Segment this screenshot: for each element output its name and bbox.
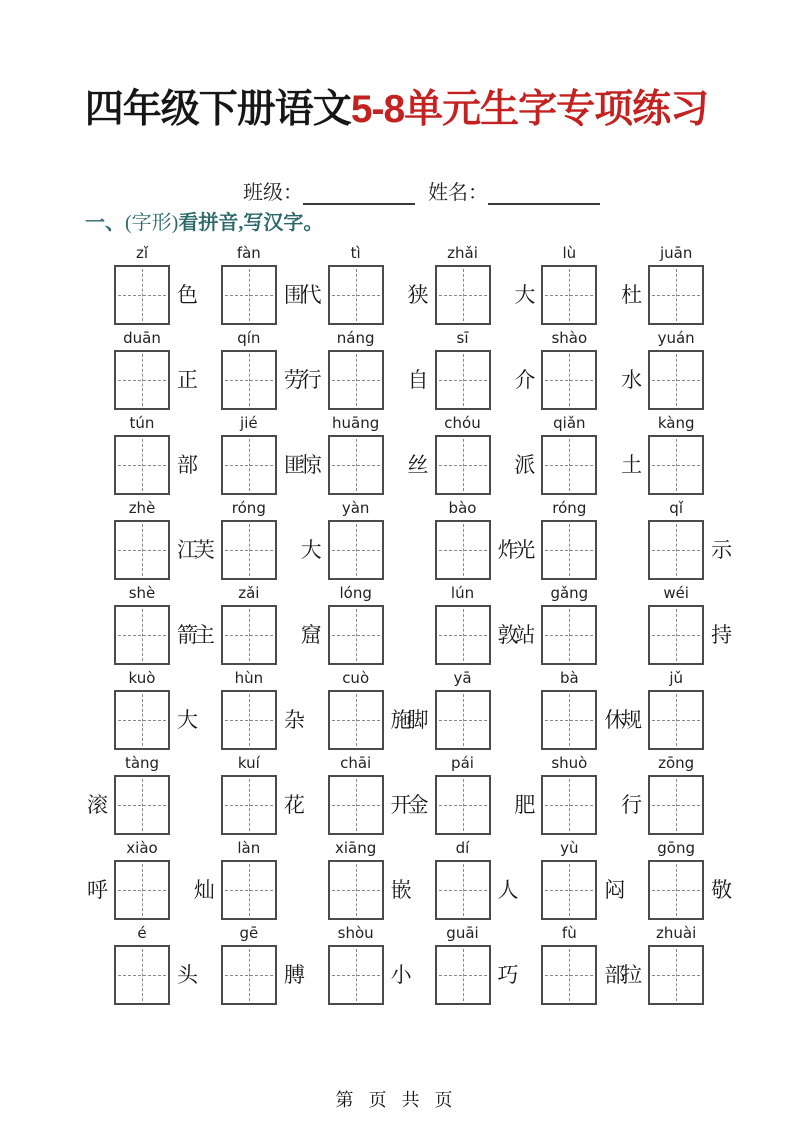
title-black-part: 四年级下册语文 — [84, 88, 351, 131]
box-group — [514, 583, 597, 665]
pinyin-label: bào — [448, 499, 477, 517]
pinyin-cell — [515, 838, 626, 923]
given-hanzi: 脚 — [407, 708, 429, 732]
writing-box — [221, 435, 277, 495]
box-group — [407, 753, 491, 835]
writing-box — [648, 350, 704, 410]
given-hanzi: 花 — [283, 793, 305, 817]
writing-box — [221, 520, 277, 580]
box-group — [87, 753, 170, 835]
pinyin-cell — [409, 838, 519, 923]
box-group — [514, 243, 597, 325]
pinyin-cell — [515, 923, 626, 1008]
box-group — [221, 328, 305, 410]
given-hanzi: 灿 — [193, 878, 215, 902]
class-label: 班级： — [243, 182, 303, 204]
pinyin-cell — [88, 243, 198, 328]
pinyin-label: dí — [455, 839, 470, 857]
writing-box — [435, 435, 491, 495]
given-hanzi: 派 — [514, 453, 536, 477]
pinyin-label: yā — [453, 669, 472, 687]
box-group — [407, 243, 491, 325]
writing-box — [541, 520, 597, 580]
box-group — [328, 923, 412, 1005]
pinyin-label: jǔ — [669, 669, 683, 687]
writing-box — [114, 775, 170, 835]
box-group — [114, 243, 198, 325]
writing-box — [114, 265, 170, 325]
writing-box — [328, 265, 384, 325]
given-hanzi: 大 — [177, 708, 198, 732]
pinyin-cell — [195, 753, 305, 838]
pinyin-cell — [409, 413, 516, 498]
pinyin-cell — [195, 243, 305, 328]
given-hanzi: 围 — [283, 283, 305, 307]
box-group — [621, 923, 704, 1005]
pinyin-label: qǐ — [669, 499, 683, 517]
pinyin-label: xiāng — [335, 839, 377, 857]
pinyin-label: lún — [450, 584, 475, 602]
given-hanzi: 嵌 — [390, 878, 412, 902]
pinyin-label: lóng — [339, 584, 372, 602]
given-hanzi: 拉 — [621, 963, 643, 987]
pinyin-cell — [302, 838, 412, 923]
pinyin-cell — [622, 753, 729, 838]
writing-box — [435, 350, 491, 410]
given-hanzi: 头 — [177, 963, 198, 987]
given-hanzi: 施 — [390, 708, 412, 732]
pinyin-label: sī — [456, 329, 469, 347]
given-hanzi: 站 — [514, 623, 536, 647]
pinyin-cell — [195, 668, 305, 753]
box-group — [435, 498, 519, 580]
pinyin-cell — [515, 328, 622, 413]
writing-box — [328, 520, 384, 580]
pinyin-label: fù — [561, 924, 577, 942]
box-group — [514, 413, 597, 495]
given-hanzi: 狭 — [407, 283, 429, 307]
pinyin-cell — [195, 838, 302, 923]
given-hanzi: 敬 — [711, 878, 733, 902]
writing-box — [221, 945, 277, 1005]
box-group — [221, 243, 305, 325]
writing-box — [114, 605, 170, 665]
writing-box — [114, 520, 170, 580]
pinyin-label: é — [137, 924, 147, 942]
pinyin-label: hùn — [234, 669, 264, 687]
box-group — [541, 668, 626, 750]
box-group — [541, 923, 626, 1005]
box-group — [114, 413, 198, 495]
writing-box — [541, 435, 597, 495]
pinyin-label: shè — [128, 584, 156, 602]
pinyin-cell — [302, 413, 409, 498]
given-hanzi: 大 — [300, 538, 322, 562]
writing-box — [328, 690, 384, 750]
pinyin-label: róng — [552, 499, 587, 517]
box-group — [514, 498, 597, 580]
given-hanzi: 窟 — [300, 623, 322, 647]
writing-box — [328, 945, 384, 1005]
pinyin-label: zǐ — [135, 244, 149, 262]
writing-box — [435, 775, 491, 835]
pinyin-cell — [409, 668, 516, 753]
writing-box — [328, 775, 384, 835]
writing-box — [435, 860, 491, 920]
pinyin-cell — [409, 243, 516, 328]
given-hanzi: 土 — [621, 453, 643, 477]
writing-box — [435, 520, 491, 580]
box-group — [435, 583, 519, 665]
writing-box — [541, 350, 597, 410]
given-hanzi: 部 — [177, 453, 198, 477]
given-hanzi: 闷 — [604, 878, 626, 902]
given-hanzi: 部 — [604, 963, 626, 987]
given-hanzi: 自 — [407, 368, 429, 392]
writing-box — [648, 690, 704, 750]
pinyin-cell — [302, 498, 409, 583]
box-group — [114, 923, 198, 1005]
writing-box — [221, 690, 277, 750]
pinyin-label: tún — [129, 414, 155, 432]
writing-box — [435, 945, 491, 1005]
pinyin-cell — [88, 413, 198, 498]
writing-box — [221, 605, 277, 665]
given-hanzi: 主 — [193, 623, 215, 647]
pinyin-cell — [88, 838, 195, 923]
pinyin-cell — [195, 413, 305, 498]
pinyin-label: wéi — [663, 584, 689, 602]
given-hanzi: 肥 — [514, 793, 536, 817]
box-group — [221, 413, 305, 495]
writing-box — [221, 265, 277, 325]
pinyin-label: shòu — [337, 924, 374, 942]
box-group — [435, 838, 519, 920]
writing-box — [114, 435, 170, 495]
box-group — [300, 328, 384, 410]
box-group — [114, 498, 198, 580]
pinyin-cell — [88, 668, 198, 753]
box-group — [328, 668, 412, 750]
writing-box — [114, 690, 170, 750]
pinyin-cell — [195, 583, 302, 668]
pinyin-cell — [88, 328, 198, 413]
pinyin-label: xiào — [126, 839, 158, 857]
box-group — [407, 328, 491, 410]
pinyin-label: tàng — [124, 754, 160, 772]
box-group — [621, 413, 704, 495]
pinyin-label: jié — [240, 414, 258, 432]
box-group — [648, 583, 733, 665]
pinyin-cell — [409, 753, 516, 838]
given-hanzi: 箭 — [177, 623, 198, 647]
pinyin-label: tì — [350, 244, 361, 262]
given-hanzi: 持 — [711, 623, 733, 647]
pinyin-label: huāng — [332, 414, 380, 432]
page-footer: 第 页 共 页 — [335, 1090, 458, 1110]
pinyin-cell — [409, 328, 516, 413]
given-hanzi: 劳 — [283, 368, 305, 392]
given-hanzi: 规 — [621, 708, 643, 732]
box-group — [114, 583, 198, 665]
box-group — [514, 328, 597, 410]
pinyin-label: kuò — [128, 669, 156, 687]
writing-box — [541, 690, 597, 750]
writing-box — [541, 860, 597, 920]
pinyin-label: chóu — [444, 414, 481, 432]
given-hanzi: 金 — [407, 793, 429, 817]
section-heading — [85, 210, 323, 236]
box-group — [407, 668, 491, 750]
box-group — [221, 753, 305, 835]
box-group — [193, 838, 277, 920]
pinyin-cell — [515, 413, 622, 498]
name-blank-line — [488, 183, 600, 205]
given-hanzi: 色 — [177, 283, 198, 307]
writing-box — [648, 435, 704, 495]
given-hanzi: 水 — [621, 368, 643, 392]
pinyin-label: yuán — [657, 329, 695, 347]
given-hanzi: 介 — [514, 368, 536, 392]
pinyin-label: shào — [551, 329, 588, 347]
pinyin-label: làn — [237, 839, 261, 857]
pinyin-cell — [88, 498, 198, 583]
pinyin-cell — [409, 923, 519, 1008]
pinyin-cell — [622, 413, 729, 498]
box-group — [193, 583, 277, 665]
writing-box — [648, 945, 704, 1005]
name-label: 姓名： — [428, 182, 488, 204]
box-group — [514, 753, 597, 835]
box-group — [435, 923, 519, 1005]
class-blank-line — [303, 183, 415, 205]
pinyin-cell — [622, 838, 733, 923]
given-hanzi: 行 — [621, 793, 643, 817]
pinyin-label: cuò — [342, 669, 370, 687]
worksheet-grid — [87, 243, 733, 1008]
writing-box — [114, 350, 170, 410]
box-group — [193, 498, 277, 580]
box-group — [328, 838, 412, 920]
given-hanzi: 休 — [604, 708, 626, 732]
given-hanzi: 开 — [390, 793, 412, 817]
student-info-row — [243, 176, 600, 205]
box-group — [621, 668, 704, 750]
given-hanzi: 大 — [514, 283, 536, 307]
pinyin-cell — [302, 753, 412, 838]
box-group — [114, 328, 198, 410]
writing-box — [541, 945, 597, 1005]
pinyin-label: yàn — [341, 499, 370, 517]
pinyin-label: duān — [123, 329, 161, 347]
box-group — [407, 413, 491, 495]
writing-box — [435, 605, 491, 665]
pinyin-cell — [622, 668, 729, 753]
box-group — [648, 498, 733, 580]
pinyin-label: zhǎi — [447, 244, 478, 262]
section-tag: (字形) — [125, 212, 179, 234]
pinyin-label: lù — [562, 244, 577, 262]
pinyin-cell — [409, 583, 519, 668]
writing-box — [648, 605, 704, 665]
box-group — [648, 838, 733, 920]
writing-box — [328, 605, 384, 665]
box-group — [87, 838, 170, 920]
pinyin-cell — [622, 243, 729, 328]
writing-box — [541, 605, 597, 665]
pinyin-label: kàng — [657, 414, 695, 432]
given-hanzi: 敦 — [497, 623, 519, 647]
pinyin-cell — [515, 753, 622, 838]
pinyin-label: fàn — [236, 244, 261, 262]
writing-box — [648, 520, 704, 580]
given-hanzi: 呼 — [87, 878, 108, 902]
pinyin-cell — [515, 583, 622, 668]
given-hanzi: 匪 — [283, 453, 305, 477]
pinyin-label: qín — [237, 329, 261, 347]
pinyin-cell — [622, 498, 733, 583]
box-group — [300, 413, 384, 495]
writing-box — [648, 265, 704, 325]
given-hanzi: 人 — [497, 878, 519, 902]
box-group — [300, 583, 384, 665]
given-hanzi: 示 — [711, 538, 733, 562]
pinyin-cell — [302, 583, 409, 668]
pinyin-label: zǎi — [238, 584, 260, 602]
given-hanzi: 滚 — [87, 793, 108, 817]
box-group — [621, 328, 704, 410]
given-hanzi: 小 — [390, 963, 412, 987]
pinyin-label: qiǎn — [553, 414, 586, 432]
given-hanzi: 光 — [514, 538, 536, 562]
pinyin-cell — [302, 243, 409, 328]
pinyin-label: chāi — [340, 754, 372, 772]
writing-box — [328, 435, 384, 495]
section-instruction: 看拼音,写汉字。 — [178, 212, 324, 234]
box-group — [221, 923, 305, 1005]
pinyin-cell — [302, 668, 412, 753]
pinyin-label: gǎng — [550, 584, 589, 602]
writing-box — [328, 350, 384, 410]
box-group — [621, 243, 704, 325]
pinyin-cell — [88, 923, 198, 1008]
box-group — [621, 753, 704, 835]
pinyin-label: gē — [239, 924, 259, 942]
pinyin-label: bà — [559, 669, 579, 687]
writing-box — [648, 775, 704, 835]
given-hanzi: 炸 — [497, 538, 519, 562]
pinyin-cell — [302, 923, 412, 1008]
pinyin-cell — [88, 753, 195, 838]
box-group — [300, 243, 384, 325]
pinyin-label: pái — [451, 754, 474, 772]
given-hanzi: 代 — [300, 283, 322, 307]
pinyin-label: yù — [560, 839, 579, 857]
pinyin-label: gōng — [657, 839, 696, 857]
pinyin-cell — [88, 583, 198, 668]
given-hanzi: 杜 — [621, 283, 643, 307]
pinyin-cell — [515, 668, 626, 753]
box-group — [541, 838, 626, 920]
writing-box — [221, 775, 277, 835]
pinyin-cell — [409, 498, 519, 583]
given-hanzi: 杂 — [283, 708, 305, 732]
given-hanzi: 膊 — [283, 963, 305, 987]
pinyin-cell — [195, 328, 305, 413]
given-hanzi: 巧 — [497, 963, 519, 987]
pinyin-cell — [195, 923, 305, 1008]
writing-box — [435, 690, 491, 750]
writing-box — [435, 265, 491, 325]
given-hanzi: 丝 — [407, 453, 429, 477]
pinyin-label: zhè — [128, 499, 156, 517]
given-hanzi: 惊 — [300, 453, 322, 477]
pinyin-label: juān — [659, 244, 693, 262]
writing-box — [114, 860, 170, 920]
writing-box — [114, 945, 170, 1005]
pinyin-cell — [515, 498, 622, 583]
pinyin-cell — [622, 328, 729, 413]
writing-box — [648, 860, 704, 920]
pinyin-label: náng — [336, 329, 375, 347]
writing-box — [328, 860, 384, 920]
writing-box — [541, 265, 597, 325]
given-hanzi: 芙 — [193, 538, 215, 562]
box-group — [221, 668, 305, 750]
given-hanzi: 江 — [177, 538, 198, 562]
pinyin-label: zhuài — [656, 924, 697, 942]
pinyin-cell — [622, 583, 733, 668]
pinyin-cell — [515, 243, 622, 328]
pinyin-label: shuò — [551, 754, 588, 772]
given-hanzi: 行 — [300, 368, 322, 392]
box-group — [328, 753, 412, 835]
section-number: 一、 — [85, 212, 125, 234]
pinyin-label: guāi — [446, 924, 479, 942]
box-group — [300, 498, 384, 580]
worksheet-title — [0, 86, 793, 134]
writing-box — [221, 860, 277, 920]
pinyin-cell — [622, 923, 729, 1008]
writing-box — [541, 775, 597, 835]
box-group — [114, 668, 198, 750]
title-red-part: 5-8单元生字专项练习 — [350, 88, 709, 131]
writing-box — [221, 350, 277, 410]
pinyin-cell — [302, 328, 409, 413]
pinyin-label: zōng — [658, 754, 695, 772]
pinyin-label: kuí — [237, 754, 260, 772]
pinyin-cell — [195, 498, 302, 583]
given-hanzi: 正 — [177, 368, 198, 392]
pinyin-label: róng — [231, 499, 266, 517]
